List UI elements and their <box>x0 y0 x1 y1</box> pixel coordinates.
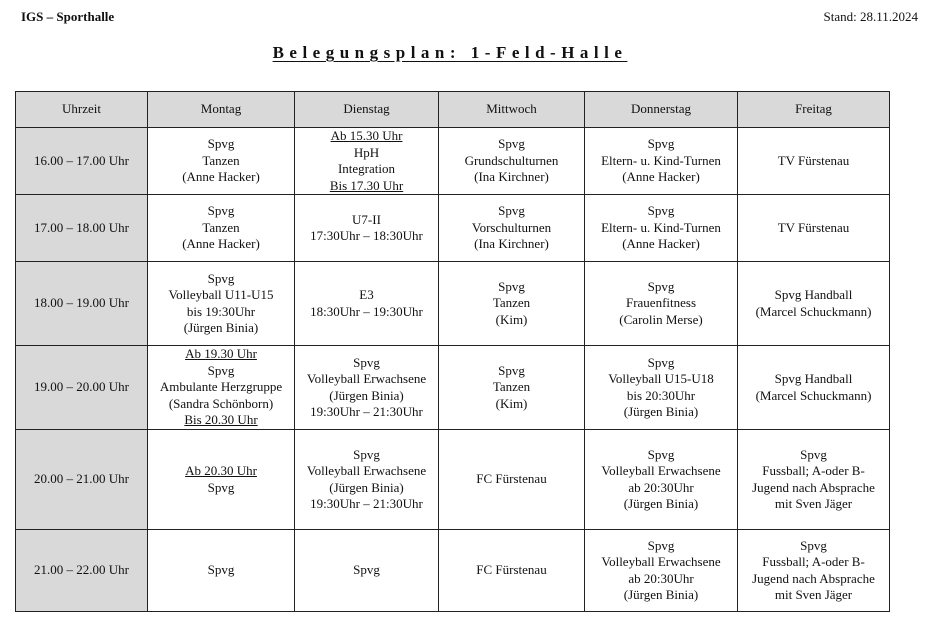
time-slot-cell: 19.00 – 20.00 Uhr <box>16 346 148 430</box>
booking-line: Tanzen <box>202 152 240 168</box>
booking-line: FC Fürstenau <box>476 471 547 487</box>
booking-line: (Jürgen Binia) <box>329 479 404 495</box>
booking-line: mit Sven Jäger <box>774 496 853 511</box>
booking-line: Spvg <box>207 203 235 219</box>
column-header-tuesday: Dienstag <box>295 92 439 128</box>
booking-cell-friday <box>738 346 890 430</box>
booking-cell-monday <box>148 346 295 430</box>
booking-line: Tanzen <box>492 295 531 311</box>
booking-line: (Ina Kirchner) <box>474 236 549 252</box>
booking-line: Vorschulturnen <box>471 219 552 235</box>
booking-line: (Sandra Schönborn) <box>168 395 274 411</box>
schedule-table <box>15 91 890 612</box>
booking-line: Spvg <box>498 136 525 152</box>
booking-line: Spvg <box>498 203 525 219</box>
booking-line: Volleyball U15-U18 <box>608 371 714 386</box>
booking-cell-monday <box>148 262 295 346</box>
booking-line: 19:30Uhr – 21:30Uhr <box>310 496 423 511</box>
booking-line: Spvg Handball <box>774 371 853 386</box>
booking-line: TV Fürstenau <box>777 219 850 235</box>
booking-cell-thursday <box>585 430 738 530</box>
booking-line: Spvg <box>353 562 380 578</box>
booking-cell-wednesday <box>439 128 585 195</box>
booking-line: Spvg <box>207 562 235 578</box>
booking-cell-friday <box>738 530 890 612</box>
revision-date: Stand: 28.11.2024 <box>823 9 918 24</box>
booking-cell-tuesday <box>295 195 439 262</box>
booking-line: (Kim) <box>495 395 528 411</box>
booking-line: 17:30Uhr – 18:30Uhr <box>310 228 423 243</box>
booking-line: Tanzen <box>492 379 531 395</box>
booking-line: Integration <box>337 161 396 176</box>
column-header-friday: Freitag <box>738 92 890 128</box>
booking-line: Bis 20.30 Uhr <box>184 412 258 428</box>
booking-line: Spvg <box>647 278 675 294</box>
booking-line: (Jürgen Binia) <box>183 320 259 335</box>
booking-line: Spvg <box>207 270 235 286</box>
booking-line: (Jürgen Binia) <box>329 387 404 403</box>
booking-line: (Marcel Schuckmann) <box>755 387 872 403</box>
booking-line: Spvg <box>647 537 675 553</box>
booking-cell-thursday <box>585 195 738 262</box>
booking-line: HpH <box>353 144 380 160</box>
booking-line: TV Fürstenau <box>777 152 850 168</box>
booking-line: bis 20:30Uhr <box>626 387 696 403</box>
booking-line: Spvg <box>498 362 525 378</box>
time-slot-cell: 18.00 – 19.00 Uhr <box>16 262 148 346</box>
booking-line: Spvg <box>498 278 525 294</box>
booking-line: bis 19:30Uhr <box>186 303 256 319</box>
table-row <box>16 128 890 195</box>
booking-line: Volleyball Erwachsene <box>601 463 721 478</box>
time-slot-cell: 21.00 – 22.00 Uhr <box>16 530 148 612</box>
booking-line: Spvg <box>647 203 675 219</box>
table-row <box>16 346 890 430</box>
time-slot-cell: 20.00 – 21.00 Uhr <box>16 430 148 530</box>
booking-cell-monday <box>148 195 295 262</box>
booking-line: Jugend nach Absprache <box>752 570 875 586</box>
booking-cell-wednesday <box>439 195 585 262</box>
booking-line: Frauenfitness <box>625 295 697 311</box>
booking-line: (Anne Hacker) <box>622 169 700 185</box>
booking-line: Tanzen <box>202 219 240 235</box>
booking-line: Volleyball Erwachsene <box>306 463 427 478</box>
booking-line: mit Sven Jäger <box>774 587 853 602</box>
booking-line: Spvg <box>207 362 235 378</box>
column-header-time: Uhrzeit <box>16 92 148 128</box>
booking-line: Volleyball U11-U15 <box>168 287 274 302</box>
booking-cell-thursday <box>585 262 738 346</box>
table-row <box>16 195 890 262</box>
booking-line: Spvg <box>207 136 235 152</box>
booking-cell-tuesday <box>295 430 439 530</box>
booking-line: (Jürgen Binia) <box>623 496 699 511</box>
booking-line: (Jürgen Binia) <box>623 404 699 419</box>
booking-line: Ab 20.30 Uhr <box>185 463 257 478</box>
booking-line: Spvg Handball <box>774 287 853 302</box>
booking-cell-wednesday <box>439 530 585 612</box>
booking-line: Spvg <box>353 354 380 370</box>
time-slot-cell: 17.00 – 18.00 Uhr <box>16 195 148 262</box>
schedule-body <box>16 128 890 612</box>
column-header-thursday: Donnerstag <box>585 92 738 128</box>
booking-line: Spvg <box>800 446 827 462</box>
booking-line: ab 20:30Uhr <box>628 479 694 495</box>
booking-line: Grundschulturnen <box>464 152 559 168</box>
booking-line: ab 20:30Uhr <box>628 570 694 586</box>
booking-line: Bis 17.30 Uhr <box>329 177 404 193</box>
booking-cell-monday <box>148 128 295 195</box>
booking-line: Spvg <box>800 537 827 553</box>
booking-line: Ab 15.30 Uhr <box>330 128 403 143</box>
booking-line: 18:30Uhr – 19:30Uhr <box>310 303 423 319</box>
column-header-monday: Montag <box>148 92 295 128</box>
time-slot-cell: 16.00 – 17.00 Uhr <box>16 128 148 195</box>
booking-line: Spvg <box>647 136 675 152</box>
booking-cell-thursday <box>585 128 738 195</box>
column-header-wednesday: Mittwoch <box>439 92 585 128</box>
booking-line: Fussball; A-oder B- <box>762 554 865 569</box>
booking-line: Fussball; A-oder B- <box>762 463 865 478</box>
table-row <box>16 530 890 612</box>
booking-cell-tuesday <box>295 346 439 430</box>
document-title: Belegungsplan: 1-Feld-Halle <box>272 43 628 62</box>
booking-line: 19:30Uhr – 21:30Uhr <box>310 404 423 419</box>
booking-cell-thursday <box>585 346 738 430</box>
booking-line: Jugend nach Absprache <box>752 479 875 495</box>
booking-cell-friday <box>738 128 890 195</box>
booking-cell-friday <box>738 195 890 262</box>
booking-line: (Marcel Schuckmann) <box>755 303 872 319</box>
booking-line: Ab 19.30 Uhr <box>185 346 257 362</box>
booking-line: (Anne Hacker) <box>622 236 700 252</box>
booking-line: Ambulante Herzgruppe <box>159 379 283 395</box>
booking-cell-tuesday <box>295 530 439 612</box>
booking-line: (Ina Kirchner) <box>474 169 549 185</box>
booking-line: (Anne Hacker) <box>182 169 260 185</box>
booking-cell-thursday <box>585 530 738 612</box>
table-row <box>16 430 890 530</box>
booking-cell-tuesday <box>295 262 439 346</box>
booking-line: Volleyball Erwachsene <box>601 554 721 569</box>
booking-line: (Kim) <box>495 311 528 327</box>
booking-line: Spvg <box>647 354 675 370</box>
booking-line: Eltern- u. Kind-Turnen <box>601 219 721 235</box>
booking-line: U7-II <box>352 211 381 227</box>
facility-name: IGS – Sporthalle <box>21 9 115 24</box>
booking-cell-friday <box>738 430 890 530</box>
booking-cell-monday <box>148 430 295 530</box>
booking-line: Spvg <box>353 446 380 462</box>
table-row <box>16 262 890 346</box>
booking-line: (Anne Hacker) <box>182 236 260 252</box>
booking-line: (Jürgen Binia) <box>623 587 699 602</box>
booking-cell-friday <box>738 262 890 346</box>
booking-line: Spvg <box>207 479 235 495</box>
booking-cell-tuesday <box>295 128 439 195</box>
booking-line: FC Fürstenau <box>476 562 547 578</box>
booking-line: Volleyball Erwachsene <box>306 371 427 386</box>
booking-cell-wednesday <box>439 262 585 346</box>
header-row <box>16 92 890 128</box>
booking-line: E3 <box>359 287 374 302</box>
booking-line: Spvg <box>647 446 675 462</box>
booking-line: (Carolin Merse) <box>619 311 703 327</box>
booking-line: Eltern- u. Kind-Turnen <box>601 152 721 168</box>
booking-cell-monday <box>148 530 295 612</box>
booking-cell-wednesday <box>439 430 585 530</box>
booking-cell-wednesday <box>439 346 585 430</box>
